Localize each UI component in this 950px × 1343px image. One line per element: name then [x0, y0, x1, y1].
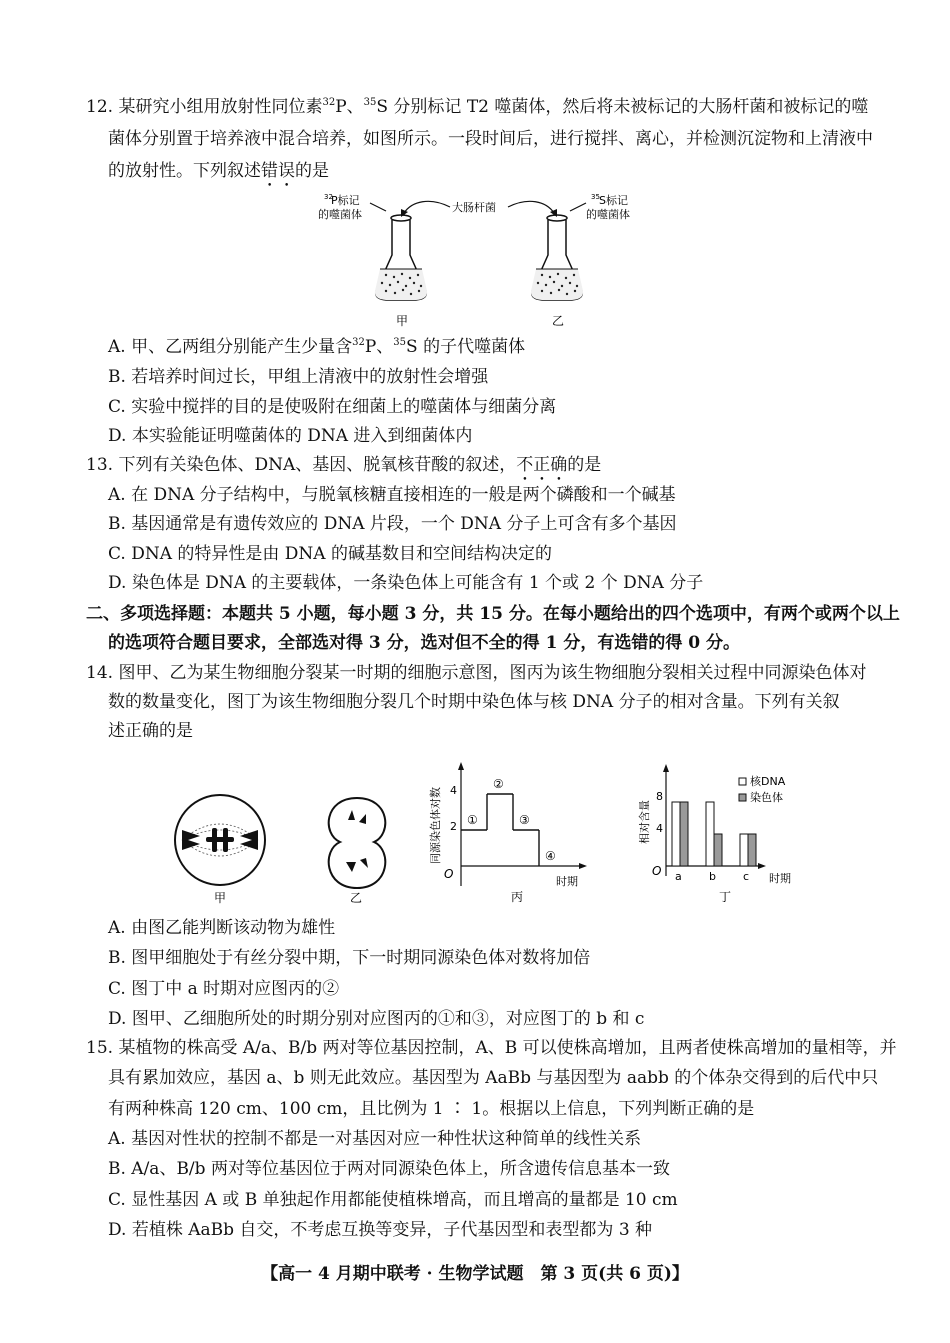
bing-ylabel: 同源染色体对数 [429, 787, 442, 864]
ding-category-label: c [743, 870, 750, 883]
ding-title: 丁 [719, 890, 732, 904]
flask-a-label: 甲 [396, 314, 409, 328]
q12-option-b: B. 若培养时间过长，甲组上清液中的放射性会增强 [108, 367, 489, 387]
legend-label-chromosome: 染色体 [750, 791, 783, 804]
q12-stem-line2: 菌体分别置于培养液中混合培养，如图所示。一段时间后，进行搅拌、离心，并检测沉淀物和上清液中 [108, 129, 873, 149]
legend-label-dna: 核DNA [750, 775, 786, 788]
cell-yi-diagram [322, 790, 392, 910]
cell-jia-label: 甲 [214, 891, 227, 905]
phage-flask-figure [300, 185, 660, 335]
flask-a [375, 215, 427, 328]
q13-option-c: C. DNA 的特异性是由 DNA 的碱基数目和空间结构决定的 [108, 544, 552, 564]
ding-ylabel: 相对含量 [638, 800, 651, 844]
q14-option-b: B. 图甲细胞处于有丝分裂中期，下一时期同源染色体对数将加倍 [108, 948, 591, 968]
page-footer: 【高一 4 月期中联考 · 生物学试题 第 3 页(共 6 页)】 [261, 1264, 689, 1284]
bing-stage-label: ① [467, 813, 478, 827]
svg-text:大肠杆菌: 大肠杆菌 [452, 201, 496, 214]
q12-stem-line3: 的放射性。下列叙述错误的是 [108, 161, 329, 181]
q15-stem-line1: 15. 某植物的株高受 A/a、B/b 两对等位基因控制，A、B 可以使株高增加，且两者使株高增加的量相等，并 [86, 1038, 897, 1058]
ding-bar [740, 834, 748, 866]
q14-option-a: A. 由图乙能判断该动物为雄性 [108, 918, 336, 938]
cell-yi-label: 乙 [350, 891, 363, 905]
bing-title: 丙 [511, 890, 524, 904]
chart-bing [425, 760, 595, 908]
q12-stem-line1: 12. 某研究小组用放射性同位素$^{32}$P、$^{35}$S 分别标记 T2 噬菌体，然后将未被标记的大肠杆菌和被标记的噬 [86, 97, 869, 117]
bing-ytick-4: 4 [450, 784, 457, 797]
q15-option-b: B. A/a、B/b 两对等位基因位于两对同源染色体上，所含遗传信息基本一致 [108, 1159, 670, 1179]
bing-ytick-2: 2 [450, 820, 457, 833]
ding-category-label: b [709, 870, 716, 883]
legend-swatch-dna [739, 778, 746, 785]
svg-text:的噬菌体: 的噬菌体 [318, 208, 362, 221]
bing-stage-label: ④ [545, 849, 556, 863]
section2-instructions-line1: 二、多项选择题：本题共 5 小题，每小题 3 分，共 15 分。在每小题给出的四个选项中，有两个或两个以上 [86, 604, 900, 624]
q14-option-d: D. 图甲、乙细胞所处的时期分别对应图丙的①和③，对应图丁的 b 和 c [108, 1009, 645, 1029]
q15-stem-line3: 有两种株高 120 cm、100 cm，且比例为 1 ∶ 1。根据以上信息，下列判断正确的是 [108, 1099, 755, 1119]
svg-text:S标记: S标记 [599, 194, 628, 207]
q14-stem-line2: 数的数量变化，图丁为该生物细胞分裂几个时期中染色体与核 DNA 分子的相对含量。下列有关叙 [108, 692, 840, 712]
ding-bar [748, 834, 756, 866]
ding-bar [672, 802, 680, 866]
q13-option-d: D. 染色体是 DNA 的主要载体，一条染色体上可能含有 1 个或 2 个 DNA 分子 [108, 573, 704, 593]
svg-text:P标记: P标记 [331, 194, 360, 207]
chart-ding [630, 760, 810, 908]
flask-b [531, 215, 583, 328]
bing-stage-label: ② [493, 777, 504, 791]
bing-xlabel: 时期 [556, 875, 578, 888]
ding-legend [739, 774, 786, 804]
q15-stem-line2: 具有累加效应，基因 a、b 则无此效应。基因型为 AaBb 与基因型为 aabb 的个体杂交得到的后代中只 [108, 1068, 879, 1088]
svg-text:35: 35 [591, 193, 600, 201]
section2-instructions-line2: 的选项符合题目要求，全部选对得 3 分，选对但不全的得 1 分，有选错的得 0 分。 [108, 633, 740, 653]
ding-origin: O [652, 864, 662, 878]
q12-option-c: C. 实验中搅拌的目的是使吸附在细菌上的噬菌体与细菌分离 [108, 397, 557, 417]
svg-text:32: 32 [324, 193, 333, 201]
arrow-to-flask-a [404, 201, 450, 213]
bing-stage-label: ③ [519, 813, 530, 827]
q15-option-d: D. 若植株 AaBb 自交，不考虑互换等变异，子代基因型和表型都为 3 种 [108, 1220, 653, 1240]
q13-option-a: A. 在 DNA 分子结构中，与脱氧核糖直接相连的一般是两个磷酸和一个碱基 [108, 485, 676, 505]
q15-option-c: C. 显性基因 A 或 B 单独起作用都能使植株增高，而且增高的量都是 10 cm [108, 1190, 678, 1210]
svg-text:的噬菌体: 的噬菌体 [586, 208, 630, 221]
ding-bar [714, 834, 722, 866]
ding-ytick-8: 8 [656, 790, 663, 803]
q15-option-a: A. 基因对性状的控制不都是一对基因对应一种性状这种简单的线性关系 [108, 1129, 642, 1149]
q12-option-a: A. 甲、乙两组分别能产生少量含$^{32}$P、$^{35}$S 的子代噬菌体 [108, 337, 526, 357]
ding-ytick-4: 4 [656, 822, 663, 835]
cell-jia-diagram [168, 790, 278, 910]
ding-bar [706, 802, 714, 866]
ding-bar [680, 802, 688, 866]
q12-option-d: D. 本实验能证明噬菌体的 DNA 进入到细菌体内 [108, 426, 473, 446]
bing-origin: O [444, 867, 454, 881]
ding-category-label: a [675, 870, 682, 883]
q14-stem-line3: 述正确的是 [108, 721, 193, 741]
arrow-to-flask-b [508, 201, 554, 213]
legend-swatch-chromosome [739, 794, 746, 801]
q14-option-c: C. 图丁中 a 时期对应图丙的② [108, 979, 340, 999]
flask-b-label: 乙 [552, 314, 565, 328]
q14-stem-line1: 14. 图甲、乙为某生物细胞分裂某一时期的细胞示意图，图丙为该生物细胞分裂相关过程中同源染色体对 [86, 663, 867, 683]
q13-stem: 13. 下列有关染色体、DNA、基因、脱氧核苷酸的叙述，不正确的是 [86, 455, 602, 475]
q13-option-b: B. 基因通常是有遗传效应的 DNA 片段，一个 DNA 分子上可含有多个基因 [108, 514, 677, 534]
ding-xlabel: 时期 [769, 872, 791, 885]
